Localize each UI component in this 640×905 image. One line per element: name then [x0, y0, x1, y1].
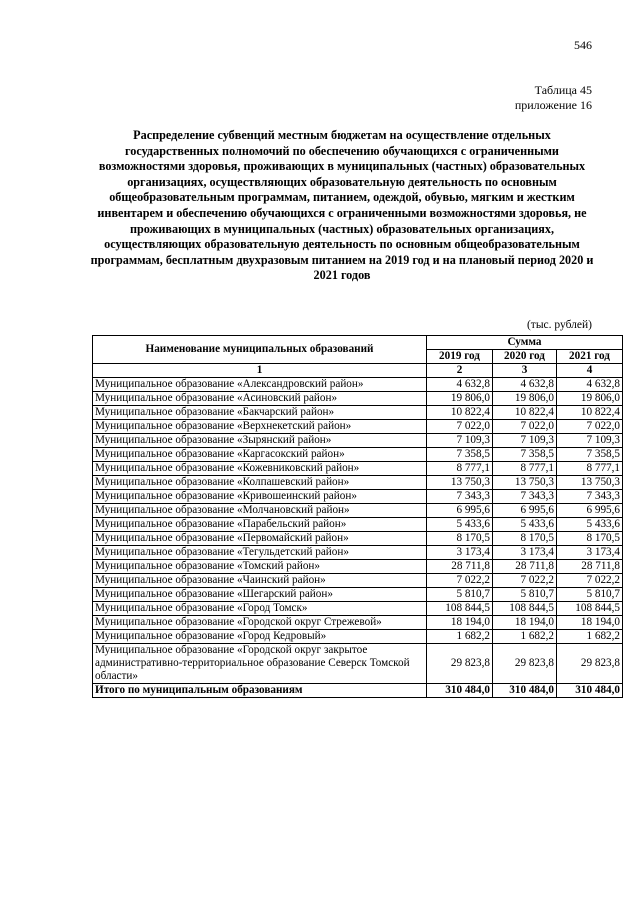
amount-2020: 7 343,3: [493, 490, 557, 504]
amount-2021: 1 682,2: [557, 630, 623, 644]
table-row: [93, 602, 623, 616]
amount-2019: 7 022,0: [427, 420, 493, 434]
subsidy-table: [92, 335, 623, 698]
amount-2021: 7 022,0: [557, 420, 623, 434]
table-row: [93, 490, 623, 504]
municipality-name: Муниципальное образование «Асиновский район»: [93, 392, 427, 406]
municipality-name: Муниципальное образование «Молчановский район»: [93, 504, 427, 518]
table-row: [93, 532, 623, 546]
amount-2021: 5 810,7: [557, 588, 623, 602]
table-row: [93, 588, 623, 602]
index-cell: 2: [427, 364, 493, 378]
municipality-name: Муниципальное образование «Город Томск»: [93, 602, 427, 616]
municipality-name: Муниципальное образование «Верхнекетский район»: [93, 420, 427, 434]
amount-2019: 10 822,4: [427, 406, 493, 420]
amount-2019: 8 777,1: [427, 462, 493, 476]
amount-2019: 28 711,8: [427, 560, 493, 574]
amount-2021: 19 806,0: [557, 392, 623, 406]
amount-2021: 4 632,8: [557, 378, 623, 392]
amount-2021: 310 484,0: [557, 684, 623, 698]
table-row: [93, 504, 623, 518]
municipality-name: Муниципальное образование «Каргасокский район»: [93, 448, 427, 462]
amount-2021: 7 109,3: [557, 434, 623, 448]
header-year-2021: 2021 год: [557, 350, 623, 364]
municipality-name: Муниципальное образование «Кожевниковский район»: [93, 462, 427, 476]
amount-2020: 1 682,2: [493, 630, 557, 644]
table-row: [93, 574, 623, 588]
amount-2020: 310 484,0: [493, 684, 557, 698]
amount-2019: 7 109,3: [427, 434, 493, 448]
table-number: Таблица 45: [534, 83, 592, 97]
amount-2020: 29 823,8: [493, 644, 557, 684]
amount-2021: 5 433,6: [557, 518, 623, 532]
municipality-name: Муниципальное образование «Томский район»: [93, 560, 427, 574]
table-row: [93, 378, 623, 392]
table-row: [93, 448, 623, 462]
municipality-name: Муниципальное образование «Тегульдетский район»: [93, 546, 427, 560]
amount-2020: 3 173,4: [493, 546, 557, 560]
amount-2020: 108 844,5: [493, 602, 557, 616]
amount-2021: 6 995,6: [557, 504, 623, 518]
amount-2019: 6 995,6: [427, 504, 493, 518]
table-row: [93, 392, 623, 406]
table-label: [515, 83, 592, 113]
amount-2020: 7 358,5: [493, 448, 557, 462]
amount-2021: 13 750,3: [557, 476, 623, 490]
amount-2020: 13 750,3: [493, 476, 557, 490]
municipality-name: Муниципальное образование «Колпашевский район»: [93, 476, 427, 490]
appendix-label: приложение 16: [514, 98, 592, 112]
municipality-name: Муниципальное образование «Кривошеинский район»: [93, 490, 427, 504]
table-row: [93, 462, 623, 476]
amount-2020: 28 711,8: [493, 560, 557, 574]
amount-2019: 13 750,3: [427, 476, 493, 490]
table-row: [93, 546, 623, 560]
header-year-2020: 2020 год: [493, 350, 557, 364]
amount-2021: 7 343,3: [557, 490, 623, 504]
amount-2020: 19 806,0: [493, 392, 557, 406]
municipality-name: Муниципальное образование «Бакчарский район»: [93, 406, 427, 420]
amount-2019: 108 844,5: [427, 602, 493, 616]
municipality-name: Муниципальное образование «Шегарский район»: [93, 588, 427, 602]
table-row: [93, 406, 623, 420]
page-number: 546: [574, 38, 592, 52]
amount-2021: 108 844,5: [557, 602, 623, 616]
municipality-name: Муниципальное образование «Первомайский район»: [93, 532, 427, 546]
amount-2019: 7 358,5: [427, 448, 493, 462]
table-row: [93, 434, 623, 448]
amount-2019: 3 173,4: [427, 546, 493, 560]
amount-2020: 5 433,6: [493, 518, 557, 532]
amount-2019: 4 632,8: [427, 378, 493, 392]
municipality-name: Муниципальное образование «Парабельский район»: [93, 518, 427, 532]
amount-2019: 310 484,0: [427, 684, 493, 698]
amount-2020: 6 995,6: [493, 504, 557, 518]
amount-2020: 8 170,5: [493, 532, 557, 546]
table-row: [93, 560, 623, 574]
table-row: [93, 518, 623, 532]
amount-2020: 7 022,0: [493, 420, 557, 434]
amount-2020: 8 777,1: [493, 462, 557, 476]
document-title: Распределение субвенций местным бюджетам на осуществление отдельных государственных полномочий по обеспечению обучающихся с ограниченными возможностями здоровья, проживающих в муниципальных (частных) образовательных организациях, осуществляющих образовательную деятельность по основным общеобразовательным программам, питанием, одеждой, обувью, мягким и жестким инвентарем и обеспечению обучающихся с ограниченными возможностями здоровья, не проживающих в муниципальных (частных) образовательных организациях, осуществляющих образовательную деятельность по основным общеобразовательным программам, бесплатным двухразовым питанием на 2019 год и на плановый период 2020 и 2021 годов: [90, 128, 594, 283]
municipality-name: Муниципальное образование «Городской округ Стрежевой»: [93, 616, 427, 630]
amount-2020: 5 810,7: [493, 588, 557, 602]
amount-2020: 18 194,0: [493, 616, 557, 630]
amount-2019: 7 343,3: [427, 490, 493, 504]
amount-2019: 8 170,5: [427, 532, 493, 546]
table-row: [93, 616, 623, 630]
header-sum: Сумма: [427, 336, 623, 350]
amount-2020: 7 109,3: [493, 434, 557, 448]
amount-2019: 19 806,0: [427, 392, 493, 406]
amount-2021: 8 777,1: [557, 462, 623, 476]
amount-2019: 5 810,7: [427, 588, 493, 602]
municipality-name: Итого по муниципальным образованиям: [93, 684, 427, 698]
amount-2021: 18 194,0: [557, 616, 623, 630]
amount-2021: 8 170,5: [557, 532, 623, 546]
amount-2020: 7 022,2: [493, 574, 557, 588]
amount-2021: 10 822,4: [557, 406, 623, 420]
amount-2021: 28 711,8: [557, 560, 623, 574]
table-row: [93, 476, 623, 490]
municipality-name: Муниципальное образование «Александровский район»: [93, 378, 427, 392]
amount-2019: 5 433,6: [427, 518, 493, 532]
header-name: Наименование муниципальных образований: [93, 336, 427, 364]
table-row: [93, 630, 623, 644]
amount-2019: 29 823,8: [427, 644, 493, 684]
amount-2019: 7 022,2: [427, 574, 493, 588]
municipality-name: Муниципальное образование «Городской округ закрытое административно-территориальное образование Северск Томской области»: [93, 644, 427, 684]
amount-2020: 10 822,4: [493, 406, 557, 420]
header-year-2019: 2019 год: [427, 350, 493, 364]
amount-2021: 7 358,5: [557, 448, 623, 462]
municipality-name: Муниципальное образование «Город Кедровый»: [93, 630, 427, 644]
units-label: (тыс. рублей): [526, 319, 592, 331]
amount-2021: 7 022,2: [557, 574, 623, 588]
amount-2021: 3 173,4: [557, 546, 623, 560]
index-cell: 1: [93, 364, 427, 378]
amount-2020: 4 632,8: [493, 378, 557, 392]
index-cell: 3: [493, 364, 557, 378]
table-row: [93, 644, 623, 684]
amount-2021: 29 823,8: [557, 644, 623, 684]
total-row: [93, 684, 623, 698]
municipality-name: Муниципальное образование «Чаинский район»: [93, 574, 427, 588]
amount-2019: 18 194,0: [427, 616, 493, 630]
amount-2019: 1 682,2: [427, 630, 493, 644]
table-row: [93, 420, 623, 434]
index-cell: 4: [557, 364, 623, 378]
municipality-name: Муниципальное образование «Зырянский район»: [93, 434, 427, 448]
